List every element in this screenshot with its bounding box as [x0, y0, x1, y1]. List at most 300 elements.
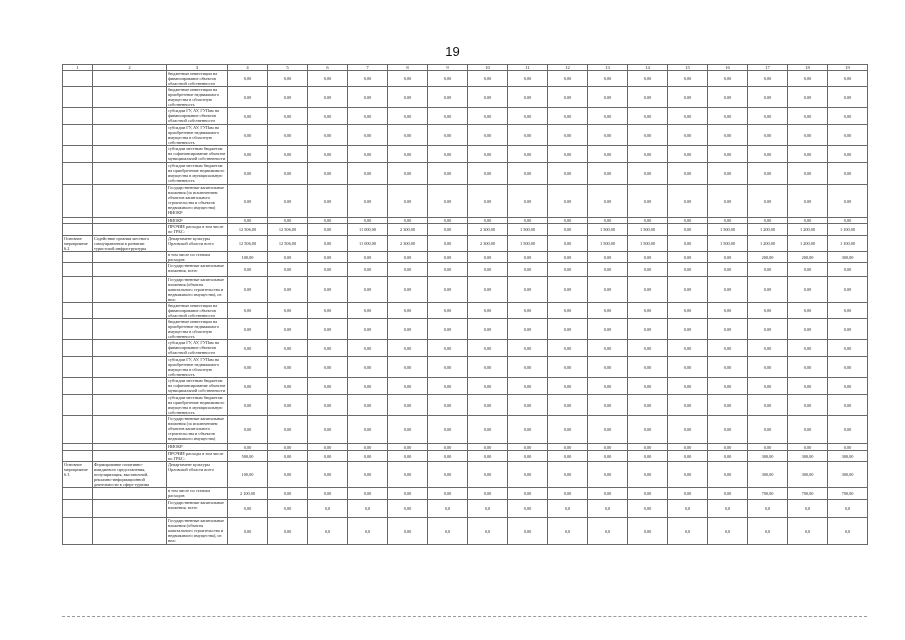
value-cell: 0,00 — [748, 416, 788, 444]
value-cell: 0,00 — [788, 378, 828, 395]
value-cell: 0,00 — [388, 71, 428, 87]
value-cell: 300,00 — [788, 462, 828, 488]
value-cell: 0,00 — [308, 236, 348, 252]
value-cell: 0,00 — [348, 185, 388, 218]
table-row — [63, 340, 868, 357]
expense-type-cell: субсидии местным бюджетам на софинансирование объектов муниципальной собственности — [167, 146, 228, 163]
value-cell: 0,00 — [388, 218, 428, 224]
column-number: 19 — [828, 65, 868, 71]
value-cell: 0,00 — [708, 340, 748, 357]
value-cell: 0,00 — [348, 108, 388, 125]
value-cell: 0,0 — [548, 518, 588, 545]
column-number: 3 — [167, 65, 228, 71]
value-cell: 300,00 — [828, 462, 868, 488]
value-cell: 0,00 — [588, 462, 628, 488]
value-cell: 11 000,00 — [348, 236, 388, 252]
value-cell: 0,00 — [548, 263, 588, 277]
value-cell: 0,00 — [588, 378, 628, 395]
expense-type-cell: бюджетные инвестиции на приобретение недвижимого имущества в областную собственность — [167, 87, 228, 108]
value-cell: 0,00 — [748, 319, 788, 340]
value-cell: 0,00 — [628, 71, 668, 87]
value-cell: 0,0 — [348, 500, 388, 518]
value-cell: 0,00 — [748, 357, 788, 378]
value-cell: 0,00 — [708, 488, 748, 500]
table-row — [63, 277, 868, 303]
value-cell: 0,00 — [468, 108, 508, 125]
value-cell: 0,00 — [348, 163, 388, 185]
value-cell: 0,00 — [388, 319, 428, 340]
activity-cell — [63, 252, 93, 263]
column-number: 5 — [268, 65, 308, 71]
activity-name-cell: Содействие органам местного самоуправления в развитии туристской инфраструктуры — [93, 236, 167, 252]
value-cell: 1 500,00 — [628, 236, 668, 252]
value-cell: 0,0 — [428, 518, 468, 545]
activity-name-cell — [93, 319, 167, 340]
value-cell: 0,00 — [588, 108, 628, 125]
value-cell: 0,00 — [668, 378, 708, 395]
value-cell: 0,00 — [508, 252, 548, 263]
value-cell: 0,00 — [748, 146, 788, 163]
value-cell: 0,00 — [428, 71, 468, 87]
value-cell: 0,00 — [508, 500, 548, 518]
value-cell: 0,0 — [308, 500, 348, 518]
activity-cell — [63, 500, 93, 518]
activity-cell — [63, 146, 93, 163]
activity-name-cell — [93, 518, 167, 545]
value-cell: 0,00 — [588, 252, 628, 263]
value-cell: 0,00 — [308, 277, 348, 303]
value-cell: 0,00 — [628, 488, 668, 500]
value-cell: 0,00 — [708, 252, 748, 263]
value-cell: 0,00 — [548, 125, 588, 146]
value-cell: 0,00 — [668, 224, 708, 236]
value-cell: 0,00 — [348, 125, 388, 146]
value-cell: 12 506,00 — [268, 224, 308, 236]
value-cell: 0,00 — [588, 444, 628, 451]
value-cell: 100,00 — [228, 252, 268, 263]
value-cell: 0,00 — [828, 71, 868, 87]
expense-type-cell: субсидии ГУ, АУ, ГУПам на приобретение недвижимого имущества в областную собственность — [167, 357, 228, 378]
value-cell: 0,0 — [588, 500, 628, 518]
value-cell: 0,00 — [508, 263, 548, 277]
expense-type-cell: бюджетные инвестиции на финансирование объектов областной собственности — [167, 303, 228, 319]
value-cell: 0,00 — [548, 146, 588, 163]
value-cell: 0,00 — [268, 277, 308, 303]
value-cell: 0,00 — [468, 319, 508, 340]
value-cell: 0,00 — [388, 263, 428, 277]
value-cell: 0,00 — [388, 125, 428, 146]
value-cell: 0,00 — [668, 462, 708, 488]
value-cell: 0,00 — [348, 444, 388, 451]
value-cell: 0,00 — [428, 277, 468, 303]
value-cell: 0,0 — [668, 518, 708, 545]
value-cell: 0,00 — [508, 319, 548, 340]
value-cell: 0,00 — [468, 451, 508, 462]
value-cell: 0,00 — [388, 303, 428, 319]
value-cell: 0,00 — [548, 319, 588, 340]
value-cell: 1 500,00 — [508, 224, 548, 236]
page-number: 19 — [445, 44, 460, 59]
value-cell: 0,00 — [228, 444, 268, 451]
value-cell: 0,00 — [228, 218, 268, 224]
value-cell: 0,00 — [788, 263, 828, 277]
value-cell: 0,00 — [468, 395, 508, 416]
activity-name-cell — [93, 71, 167, 87]
value-cell: 0,00 — [788, 125, 828, 146]
value-cell: 0,00 — [828, 185, 868, 218]
value-cell: 0,00 — [428, 303, 468, 319]
value-cell: 0,00 — [828, 319, 868, 340]
value-cell: 0,00 — [628, 451, 668, 462]
activity-name-cell — [93, 378, 167, 395]
value-cell: 0,00 — [308, 416, 348, 444]
column-number: 17 — [748, 65, 788, 71]
value-cell: 0,0 — [748, 518, 788, 545]
value-cell: 0,00 — [628, 319, 668, 340]
table-row — [63, 224, 868, 236]
table-row — [63, 263, 868, 277]
value-cell: 0,00 — [348, 378, 388, 395]
value-cell: 0,00 — [588, 263, 628, 277]
column-number: 14 — [628, 65, 668, 71]
value-cell: 0,00 — [468, 185, 508, 218]
value-cell: 0,00 — [548, 224, 588, 236]
value-cell: 0,00 — [828, 87, 868, 108]
value-cell: 700,00 — [748, 488, 788, 500]
value-cell: 0,00 — [628, 378, 668, 395]
value-cell: 0,00 — [548, 378, 588, 395]
activity-name-cell — [93, 488, 167, 500]
activity-cell — [63, 319, 93, 340]
value-cell: 0,00 — [268, 303, 308, 319]
value-cell: 0,00 — [748, 185, 788, 218]
value-cell: 0,0 — [668, 500, 708, 518]
value-cell: 0,00 — [348, 416, 388, 444]
value-cell: 0,00 — [388, 252, 428, 263]
value-cell: 0,00 — [428, 416, 468, 444]
value-cell: 0,00 — [388, 163, 428, 185]
value-cell: 0,00 — [708, 71, 748, 87]
value-cell: 2 300,00 — [388, 224, 428, 236]
value-cell: 0,00 — [228, 108, 268, 125]
value-cell: 0,00 — [628, 444, 668, 451]
value-cell: 0,00 — [468, 303, 508, 319]
value-cell: 0,00 — [668, 303, 708, 319]
value-cell: 0,00 — [708, 444, 748, 451]
value-cell: 0,00 — [628, 277, 668, 303]
value-cell: 0,00 — [268, 218, 308, 224]
value-cell: 0,00 — [228, 303, 268, 319]
table-row — [63, 395, 868, 416]
value-cell: 0,00 — [428, 236, 468, 252]
value-cell: 0,00 — [788, 395, 828, 416]
value-cell: 0,00 — [788, 416, 828, 444]
value-cell: 0,00 — [548, 185, 588, 218]
value-cell: 0,00 — [668, 146, 708, 163]
value-cell: 0,00 — [228, 500, 268, 518]
value-cell: 0,00 — [308, 451, 348, 462]
value-cell: 0,00 — [828, 303, 868, 319]
value-cell: 2 100,00 — [228, 488, 268, 500]
value-cell: 0,00 — [588, 488, 628, 500]
activity-cell — [63, 125, 93, 146]
value-cell: 0,00 — [828, 378, 868, 395]
value-cell: 0,00 — [308, 71, 348, 87]
value-cell: 0,00 — [628, 303, 668, 319]
value-cell: 12 506,00 — [228, 224, 268, 236]
column-number: 13 — [588, 65, 628, 71]
table-row — [63, 500, 868, 518]
value-cell: 0,00 — [308, 125, 348, 146]
value-cell: 0,00 — [508, 395, 548, 416]
value-cell: 0,00 — [708, 277, 748, 303]
value-cell: 0,00 — [268, 125, 308, 146]
value-cell: 0,00 — [788, 357, 828, 378]
value-cell: 0,00 — [428, 340, 468, 357]
value-cell: 0,00 — [348, 340, 388, 357]
value-cell: 0,00 — [788, 444, 828, 451]
activity-cell — [63, 303, 93, 319]
value-cell: 0,0 — [828, 500, 868, 518]
table-row — [63, 357, 868, 378]
value-cell: 0,00 — [588, 71, 628, 87]
activity-name-cell — [93, 163, 167, 185]
value-cell: 0,00 — [588, 451, 628, 462]
value-cell: 0,00 — [668, 71, 708, 87]
value-cell: 0,00 — [748, 303, 788, 319]
value-cell: 0,00 — [268, 500, 308, 518]
value-cell: 0,00 — [428, 462, 468, 488]
value-cell: 0,0 — [348, 518, 388, 545]
value-cell: 0,00 — [268, 71, 308, 87]
value-cell: 0,00 — [508, 218, 548, 224]
activity-name-cell — [93, 185, 167, 218]
value-cell: 0,00 — [388, 416, 428, 444]
value-cell: 0,00 — [348, 252, 388, 263]
value-cell: 0,00 — [348, 395, 388, 416]
value-cell: 0,00 — [468, 218, 508, 224]
budget-table — [62, 64, 868, 545]
table-row — [63, 462, 868, 488]
value-cell: 0,00 — [268, 488, 308, 500]
value-cell: 0,00 — [668, 357, 708, 378]
value-cell: 0,00 — [468, 163, 508, 185]
value-cell: 0,00 — [228, 378, 268, 395]
value-cell: 0,00 — [268, 263, 308, 277]
value-cell: 0,00 — [548, 252, 588, 263]
value-cell: 0,00 — [228, 163, 268, 185]
value-cell: 0,00 — [548, 108, 588, 125]
value-cell: 0,0 — [468, 518, 508, 545]
value-cell: 0,00 — [668, 444, 708, 451]
activity-cell — [63, 263, 93, 277]
value-cell: 0,00 — [708, 146, 748, 163]
value-cell: 0,00 — [508, 163, 548, 185]
value-cell: 1 200,00 — [788, 236, 828, 252]
value-cell: 0,00 — [628, 416, 668, 444]
value-cell: 0,00 — [788, 108, 828, 125]
value-cell: 500,00 — [228, 451, 268, 462]
value-cell: 0,0 — [468, 500, 508, 518]
value-cell: 0,00 — [828, 146, 868, 163]
activity-cell — [63, 451, 93, 462]
value-cell: 1 500,00 — [588, 224, 628, 236]
value-cell: 0,00 — [428, 444, 468, 451]
table-row — [63, 451, 868, 462]
activity-cell — [63, 224, 93, 236]
value-cell: 0,00 — [668, 416, 708, 444]
value-cell: 0,00 — [428, 378, 468, 395]
value-cell: 0,00 — [548, 71, 588, 87]
value-cell: 0,00 — [548, 451, 588, 462]
value-cell: 0,00 — [428, 252, 468, 263]
value-cell: 0,00 — [428, 218, 468, 224]
value-cell: 0,00 — [508, 185, 548, 218]
activity-cell: Основное мероприятие 6.3 — [63, 462, 93, 488]
page-bottom-rule — [62, 616, 867, 617]
value-cell: 0,00 — [588, 319, 628, 340]
value-cell: 0,00 — [508, 146, 548, 163]
value-cell: 0,00 — [308, 146, 348, 163]
value-cell: 0,00 — [428, 395, 468, 416]
value-cell: 0,00 — [628, 462, 668, 488]
value-cell: 0,00 — [628, 163, 668, 185]
value-cell: 0,00 — [708, 218, 748, 224]
value-cell: 0,00 — [588, 277, 628, 303]
table-row — [63, 125, 868, 146]
value-cell: 300,00 — [748, 462, 788, 488]
value-cell: 0,00 — [588, 185, 628, 218]
value-cell: 0,00 — [708, 378, 748, 395]
activity-name-cell — [93, 444, 167, 451]
value-cell: 0,00 — [308, 378, 348, 395]
value-cell: 0,00 — [468, 252, 508, 263]
value-cell: 0,00 — [228, 416, 268, 444]
value-cell: 0,00 — [748, 263, 788, 277]
value-cell: 0,00 — [308, 263, 348, 277]
value-cell: 200,00 — [748, 252, 788, 263]
value-cell: 0,00 — [228, 277, 268, 303]
value-cell: 0,00 — [428, 224, 468, 236]
expense-type-cell: субсидии ГУ, АУ, ГУПам на приобретение недвижимого имущества в областную собственность — [167, 125, 228, 146]
column-number: 1 — [63, 65, 93, 71]
value-cell: 700,00 — [788, 488, 828, 500]
value-cell: 0,00 — [828, 340, 868, 357]
table-row — [63, 303, 868, 319]
value-cell: 300,00 — [748, 451, 788, 462]
column-number: 12 — [548, 65, 588, 71]
value-cell: 0,00 — [268, 185, 308, 218]
value-cell: 0,00 — [308, 303, 348, 319]
expense-type-cell: субсидии ГУ, АУ, ГУПам на финансирование объектов областной собственности — [167, 108, 228, 125]
value-cell: 0,00 — [308, 395, 348, 416]
expense-type-cell: в том числе по статьям расходов: — [167, 488, 228, 500]
value-cell: 200,00 — [788, 252, 828, 263]
value-cell: 0,00 — [708, 185, 748, 218]
value-cell: 0,00 — [668, 125, 708, 146]
table-row — [63, 378, 868, 395]
value-cell: 0,00 — [268, 357, 308, 378]
value-cell: 0,00 — [828, 357, 868, 378]
value-cell: 0,00 — [308, 185, 348, 218]
activity-cell — [63, 277, 93, 303]
value-cell: 0,00 — [348, 87, 388, 108]
value-cell: 0,00 — [788, 319, 828, 340]
activity-name-cell — [93, 500, 167, 518]
value-cell: 0,00 — [588, 395, 628, 416]
value-cell: 0,00 — [388, 185, 428, 218]
table-row — [63, 146, 868, 163]
value-cell: 0,00 — [788, 340, 828, 357]
value-cell: 0,0 — [788, 518, 828, 545]
value-cell: 0,00 — [748, 87, 788, 108]
table-row — [63, 319, 868, 340]
value-cell: 0,00 — [228, 125, 268, 146]
value-cell: 0,0 — [588, 518, 628, 545]
value-cell: 0,00 — [468, 488, 508, 500]
expense-type-cell: субсидии местным бюджетам на приобретение недвижимого имущества в муниципальную собственность — [167, 395, 228, 416]
column-number: 11 — [508, 65, 548, 71]
value-cell: 0,00 — [748, 444, 788, 451]
value-cell: 0,00 — [348, 218, 388, 224]
activity-name-cell — [93, 340, 167, 357]
value-cell: 2 300,00 — [388, 236, 428, 252]
value-cell: 0,0 — [828, 518, 868, 545]
value-cell: 0,00 — [428, 146, 468, 163]
value-cell: 0,00 — [388, 277, 428, 303]
value-cell: 1 200,00 — [788, 224, 828, 236]
activity-cell — [63, 395, 93, 416]
activity-name-cell — [93, 108, 167, 125]
expense-type-cell: бюджетные инвестиции на финансирование объектов областной собственности — [167, 71, 228, 87]
value-cell: 0,00 — [748, 125, 788, 146]
value-cell: 0,00 — [268, 462, 308, 488]
value-cell: 0,00 — [348, 451, 388, 462]
value-cell: 0,00 — [508, 451, 548, 462]
value-cell: 0,00 — [828, 163, 868, 185]
value-cell: 0,00 — [708, 108, 748, 125]
value-cell: 0,00 — [308, 462, 348, 488]
value-cell: 0,00 — [428, 488, 468, 500]
value-cell: 0,00 — [428, 263, 468, 277]
expense-type-cell: субсидии местным бюджетам на приобретение недвижимого имущества в муниципальную собственность — [167, 163, 228, 185]
value-cell: 0,00 — [268, 451, 308, 462]
expense-type-cell: субсидии ГУ, АУ, ГУПам на финансирование объектов областной собственности — [167, 340, 228, 357]
value-cell: 2 300,00 — [468, 224, 508, 236]
column-number: 8 — [388, 65, 428, 71]
value-cell: 0,00 — [428, 185, 468, 218]
value-cell: 0,0 — [748, 500, 788, 518]
value-cell: 0,00 — [428, 357, 468, 378]
value-cell: 0,0 — [708, 500, 748, 518]
value-cell: 0,00 — [228, 146, 268, 163]
value-cell: 2 300,00 — [468, 236, 508, 252]
value-cell: 0,00 — [828, 108, 868, 125]
value-cell: 0,00 — [668, 185, 708, 218]
value-cell: 0,00 — [228, 87, 268, 108]
table-row — [63, 87, 868, 108]
value-cell: 0,00 — [788, 87, 828, 108]
activity-name-cell — [93, 263, 167, 277]
value-cell: 0,00 — [228, 518, 268, 545]
value-cell: 0,00 — [468, 340, 508, 357]
value-cell: 0,00 — [468, 125, 508, 146]
value-cell: 0,00 — [228, 319, 268, 340]
value-cell: 0,00 — [268, 163, 308, 185]
value-cell: 0,00 — [668, 488, 708, 500]
value-cell: 11 000,00 — [348, 224, 388, 236]
value-cell: 0,00 — [228, 263, 268, 277]
